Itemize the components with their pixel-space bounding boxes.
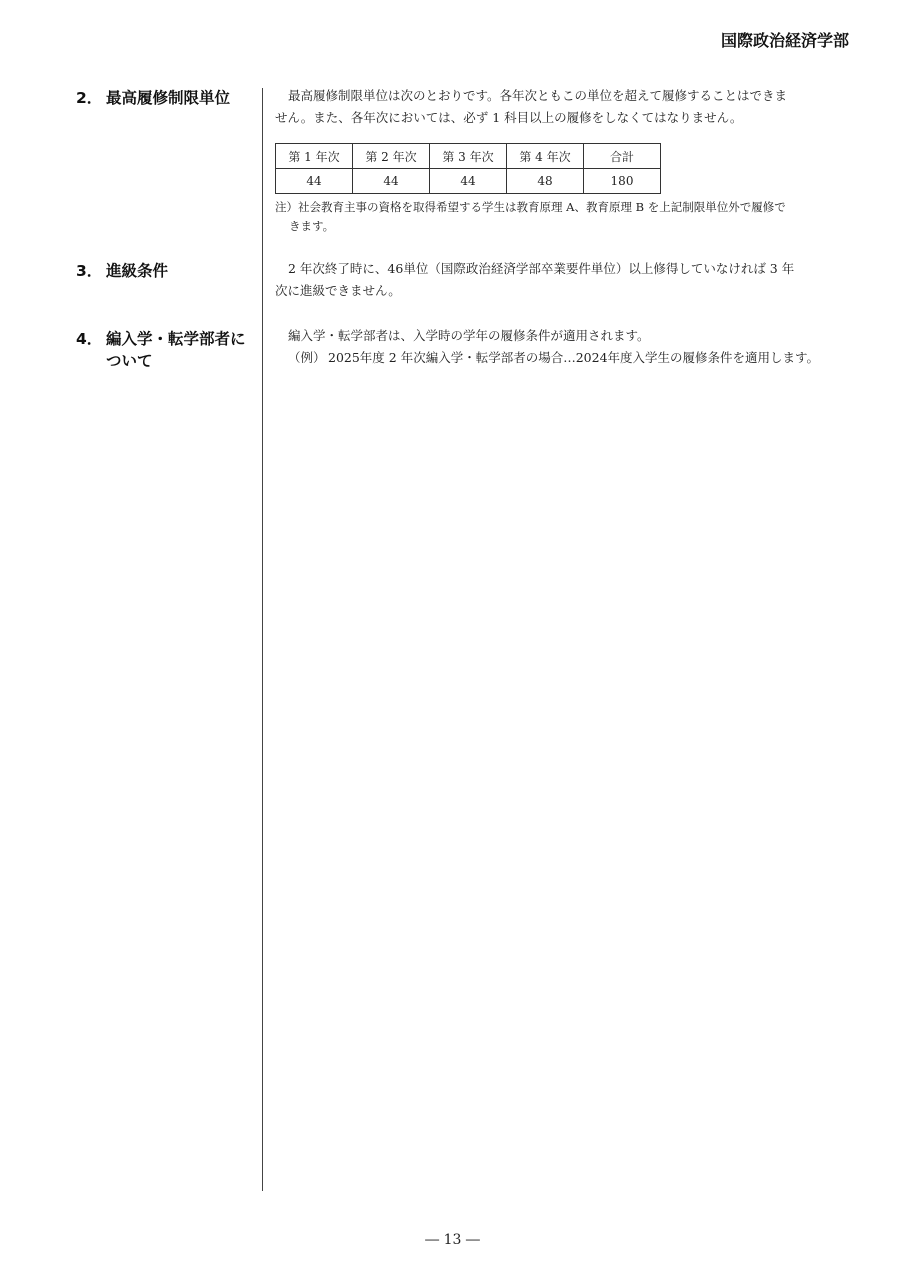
page-number: ― 13 ―: [425, 1232, 480, 1248]
section-2-body-line-1: 最高履修制限単位は次のとおりです。各年次ともこの単位を超えて履修することはできま: [288, 88, 788, 103]
table-header-cell: 第 1 年次: [276, 144, 353, 169]
section-3-body-line-1: 2 年次終了時に、46単位（国際政治経済学部卒業要件単位）以上修得していなければ 3 年: [288, 261, 795, 276]
section-4-title-line-2: ついて: [106, 352, 153, 370]
section-4-body-line-1: 編入学・転学部者は、入学時の学年の履修条件が適用されます。: [288, 328, 650, 343]
table-cell: 44: [353, 169, 430, 194]
section-3-body: [275, 258, 850, 302]
section-4-number: 4．: [76, 330, 103, 348]
section-3-body-line-2: 次に進級できません。: [275, 283, 401, 298]
table-cell: 44: [276, 169, 353, 194]
section-3-heading: [76, 260, 168, 282]
section-2-note: [275, 198, 853, 236]
section-2-number: 2．: [76, 89, 103, 107]
department-header: 国際政治経済学部: [720, 31, 849, 50]
section-4-title-line-1: 編入学・転学部者に: [106, 330, 246, 348]
section-3-number: 3．: [76, 262, 103, 280]
example-label: （例）: [288, 350, 326, 365]
note-line-2: きます。: [289, 219, 335, 233]
table-header-cell: 第 2 年次: [353, 144, 430, 169]
table-header-row: [276, 144, 661, 169]
table-cell: 48: [507, 169, 584, 194]
section-3-title: 進級条件: [106, 262, 169, 280]
vertical-divider: [262, 88, 263, 1191]
table-header-cell: 第 3 年次: [430, 144, 507, 169]
table-row: [276, 169, 661, 194]
section-4-heading: [76, 328, 246, 372]
example-text: 2025年度 2 年次編入学・転学部者の場合…2024年度入学生の履修条件を適用します。: [328, 350, 820, 365]
section-2-title: 最高履修制限単位: [106, 89, 231, 107]
section-2-body-line-2: せん。また、各年次においては、必ず 1 科目以上の履修をしなくてはなりません。: [275, 110, 743, 125]
table-header-cell: 合計: [584, 144, 661, 169]
table-cell: 180: [584, 169, 661, 194]
table-header-cell: 第 4 年次: [507, 144, 584, 169]
section-4-example: [275, 347, 850, 369]
section-2-body: [275, 85, 850, 129]
table-cell: 44: [430, 169, 507, 194]
credit-limit-table: [275, 143, 661, 194]
note-line-1: 注）社会教育主事の資格を取得希望する学生は教育原理 A、教育原理 B を上記制限単位外で履修で: [275, 200, 786, 214]
section-4-body: [275, 325, 850, 369]
section-2-heading: [76, 87, 230, 109]
